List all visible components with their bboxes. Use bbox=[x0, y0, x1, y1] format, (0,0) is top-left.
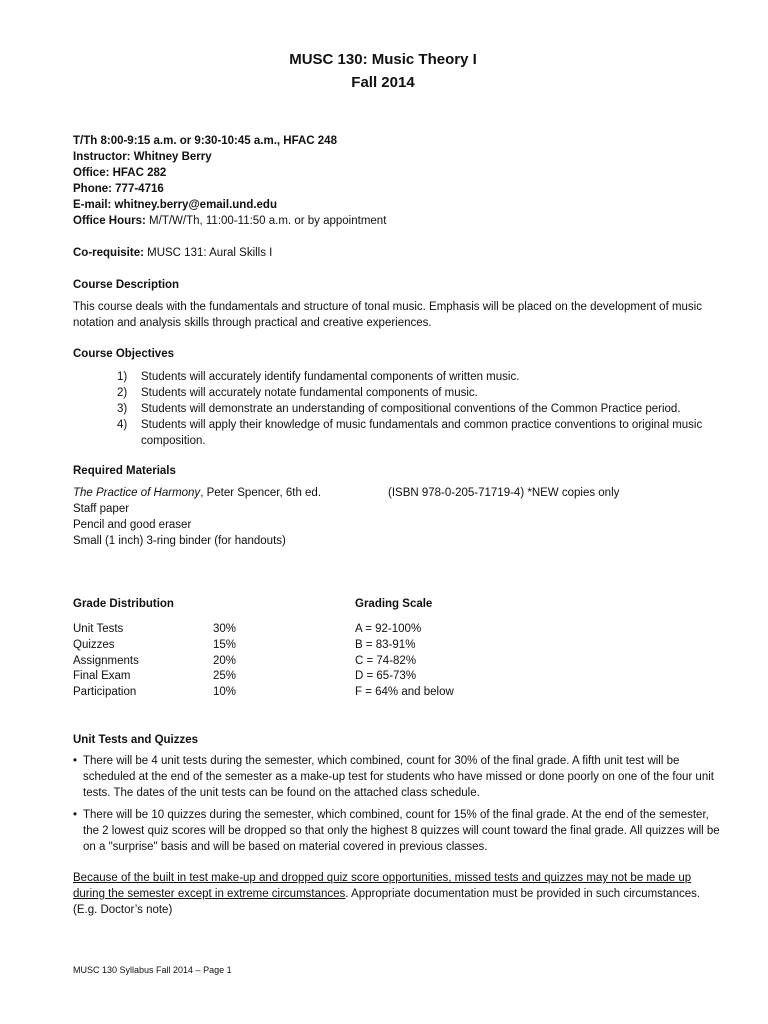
corequisite-label: Co-requisite: bbox=[73, 247, 144, 259]
isbn: (ISBN 978-0-205-71719-4) *NEW copies only bbox=[388, 487, 620, 499]
makeup-policy-rest: . Appropriate documentation must be provided in such circumstances. (E.g. Doctor’s note) bbox=[73, 888, 701, 916]
grade-weight: 30% bbox=[213, 623, 237, 635]
material-item: Staff paper bbox=[73, 503, 130, 515]
makeup-policy bbox=[73, 870, 718, 918]
grade-weight: 15% bbox=[213, 638, 237, 651]
office-hours-value: M/T/W/Th, 11:00-11:50 a.m. or by appointment bbox=[145, 215, 387, 227]
office: Office: HFAC 282 bbox=[73, 167, 167, 179]
book-details: , Peter Spencer, 6th ed. bbox=[200, 487, 322, 499]
policy-bullet bbox=[73, 807, 721, 855]
objective-number: 3) bbox=[117, 403, 128, 415]
office-hours bbox=[73, 213, 386, 229]
grading-scale-heading: Grading Scale bbox=[355, 598, 433, 610]
grading-scale-table bbox=[355, 621, 454, 700]
objective-text: Students will accurately identify fundamental components of written music. bbox=[141, 371, 520, 383]
makeup-policy-underlined: Because of the built in test make-up and dropped quiz score opportunities, missed tests and quizzes may not be made up during the semester except in extreme circumstances bbox=[73, 872, 692, 900]
objective-item bbox=[73, 385, 713, 401]
grade-row bbox=[73, 637, 273, 653]
course-description-text: This course deals with the fundamentals and structure of tonal music. Emphasis will be placed on the development of music notation and analysis skills through practical and creative experiences. bbox=[73, 301, 702, 329]
objective-item bbox=[73, 417, 713, 449]
schedule: T/Th 8:00-9:15 a.m. or 9:30-10:45 a.m., HFAC 248 bbox=[73, 135, 337, 147]
objective-number: 4) bbox=[117, 419, 128, 431]
objectives-list bbox=[73, 369, 713, 449]
course-info bbox=[73, 133, 386, 229]
office-hours-label: Office Hours: bbox=[73, 215, 146, 227]
objective-text: Students will demonstrate an understanding of compositional conventions of the Common Practice period. bbox=[141, 403, 681, 415]
scale-row: B = 83-91% bbox=[355, 638, 416, 651]
email: E-mail: whitney.berry@email.und.edu bbox=[73, 199, 277, 211]
grade-row bbox=[73, 653, 273, 669]
corequisite bbox=[73, 245, 272, 261]
book-title: The Practice of Harmony bbox=[73, 487, 201, 499]
term-title: Fall 2014 bbox=[351, 74, 415, 91]
bullet-glyph: • bbox=[73, 809, 78, 821]
grade-row bbox=[73, 668, 273, 684]
policy-text: There will be 4 unit tests during the semester, which combined, count for 30% of the final grade. A fifth unit test will be scheduled at the end of the semester as a make-up test for students who have missed or done poorly on one of the four unit tests. The dates of the unit tests can be found on the attached class schedule. bbox=[83, 755, 714, 799]
unit-tests-list bbox=[73, 753, 721, 861]
required-materials bbox=[73, 485, 723, 549]
material-item: Pencil and good eraser bbox=[73, 519, 192, 531]
bullet-glyph: • bbox=[73, 755, 78, 767]
objective-text: Students will accurately notate fundamental components of music. bbox=[141, 387, 478, 399]
scale-row: D = 65-73% bbox=[355, 670, 417, 683]
policy-text: There will be 10 quizzes during the semester, which combined, count for 15% of the final grade. At the end of the semester, the 2 lowest quiz scores will be dropped so that only the highest 8 quizzes will count toward the final grade. All quizzes will be on a "surprise" basis and will be based on material covered in previous classes. bbox=[83, 809, 720, 853]
phone: Phone: 777-4716 bbox=[73, 183, 164, 195]
grade-category: Unit Tests bbox=[73, 623, 124, 635]
grade-distribution-table bbox=[73, 621, 273, 700]
page-footer: MUSC 130 Syllabus Fall 2014 – Page 1 bbox=[73, 965, 232, 975]
scale-row: F = 64% and below bbox=[355, 686, 454, 699]
course-description-heading: Course Description bbox=[73, 279, 180, 291]
course-objectives-heading: Course Objectives bbox=[73, 348, 174, 360]
instructor: Instructor: Whitney Berry bbox=[73, 151, 212, 163]
grade-category: Quizzes bbox=[73, 638, 115, 651]
grade-category: Final Exam bbox=[73, 670, 131, 683]
grade-weight: 20% bbox=[213, 654, 237, 667]
grade-category: Assignments bbox=[73, 654, 139, 667]
objective-item bbox=[73, 369, 713, 385]
grade-distribution-heading: Grade Distribution bbox=[73, 598, 174, 610]
scale-row: C = 74-82% bbox=[355, 654, 417, 667]
objective-item bbox=[73, 401, 713, 417]
grade-row bbox=[73, 621, 273, 637]
required-materials-heading: Required Materials bbox=[73, 465, 176, 477]
objective-number: 1) bbox=[117, 371, 128, 383]
unit-tests-heading: Unit Tests and Quizzes bbox=[73, 734, 199, 746]
objective-number: 2) bbox=[117, 387, 128, 399]
grade-row bbox=[73, 684, 273, 700]
objective-text: Students will apply their knowledge of music fundamentals and common practice conventions to original music composition. bbox=[141, 419, 703, 447]
corequisite-value: MUSC 131: Aural Skills I bbox=[143, 247, 273, 259]
grade-category: Participation bbox=[73, 686, 137, 699]
material-item: Small (1 inch) 3-ring binder (for handouts) bbox=[73, 535, 286, 547]
grade-weight: 25% bbox=[213, 670, 237, 683]
grade-weight: 10% bbox=[213, 686, 237, 699]
course-title: MUSC 130: Music Theory I bbox=[289, 51, 477, 68]
policy-bullet bbox=[73, 753, 721, 801]
scale-row: A = 92-100% bbox=[355, 623, 422, 635]
